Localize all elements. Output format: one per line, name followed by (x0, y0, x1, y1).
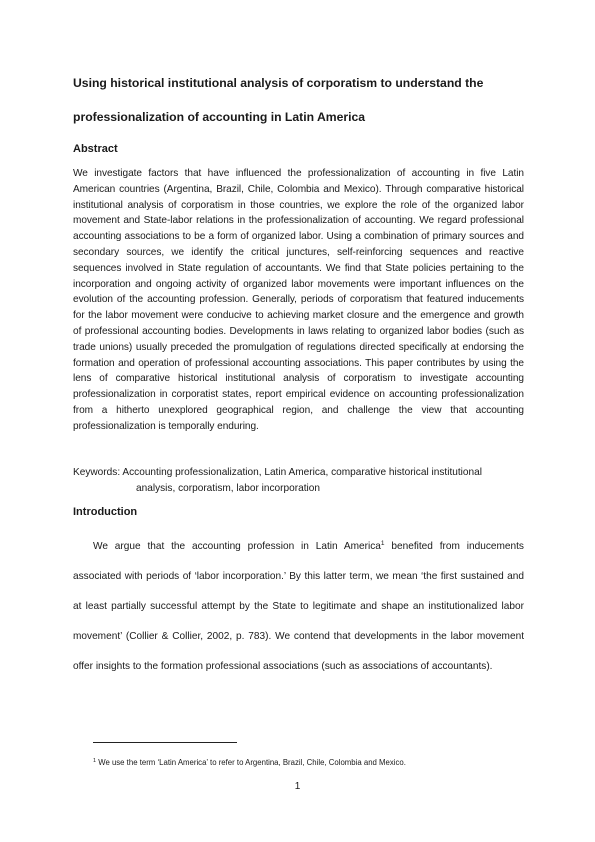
keywords-line-1: Accounting professionalization, Latin America, comparative historical institutional (122, 467, 483, 478)
keywords-line-2: analysis, corporatism, labor incorporation (136, 483, 321, 494)
footnote-reference: 1 (380, 540, 385, 547)
footnote-separator (93, 742, 237, 743)
intro-text-part-1: We argue that the accounting profession in Latin America (93, 541, 381, 552)
footnote-text: We use the term ‘Latin America’ to refer to Argentina, Brazil, Chile, Colombia and Mexico. (96, 758, 406, 767)
keywords-label: Keywords: (73, 467, 121, 478)
paper-title-line-2: professionalization of accounting in Latin America (73, 110, 366, 124)
footnote-marker: 1 (93, 758, 97, 764)
page-number: 1 (294, 781, 301, 792)
abstract-heading: Abstract (73, 143, 118, 155)
abstract-text: We investigate factors that have influenced the professionalization of accounting in five Latin American countries (Argentina, Brazil, Chile, Colombia and Mexico). Through comparative historical institutional analysis of corporatism in those countries, we explore the role of the organized labor movement and State-labor relations in the professionalization of accounting. We regard professional accounting associations to be a form of organized labor. Using a combination of primary sources and secondary sources, we identify the critical junctures, self-reinforcing sequences and reactive sequences involved in State regulation of accountants. We find that State policies pertaining to the incorporation and ongoing activity of organized labor movements were important influences on the evolution of the accounting profession. Generally, periods of corporatism that featured inducements for the labor movement were conducive to achieving market closure and the emergence and growth of professional accounting bodies. Developments in laws relating to organized labor bodies (such as trade unions) usually preceded the promulgation of regulations directed specifically at endorsing the formation and operation of professional accounting associations. This paper contributes by using the lens of comparative historical institutional analysis of corporatism to investigate accounting professionalization in corporatist states, report empirical evidence on accounting professionalization from a hitherto unexplored geographical region, and challenge the view that accounting professionalization is temporally enduring. (73, 168, 524, 432)
introduction-heading: Introduction (73, 506, 138, 518)
keywords-block (73, 465, 525, 497)
footnote (93, 758, 406, 767)
intro-text-part-2: benefited from inducements associated with periods of ‘labor incorporation.’ By this latter term, we mean ‘the first sustained and at least partially successful attempt by the State to legitimate and shape an institutionalized labor movement’ (Collier & Collier, 2002, p. 783). We contend that developments in the labor movement offer insights to the formation professional associations (such as associations of accountants). (73, 541, 524, 673)
paper-title-line-1: Using historical institutional analysis of corporatism to understand the (73, 76, 484, 90)
introduction-paragraph (73, 532, 524, 682)
